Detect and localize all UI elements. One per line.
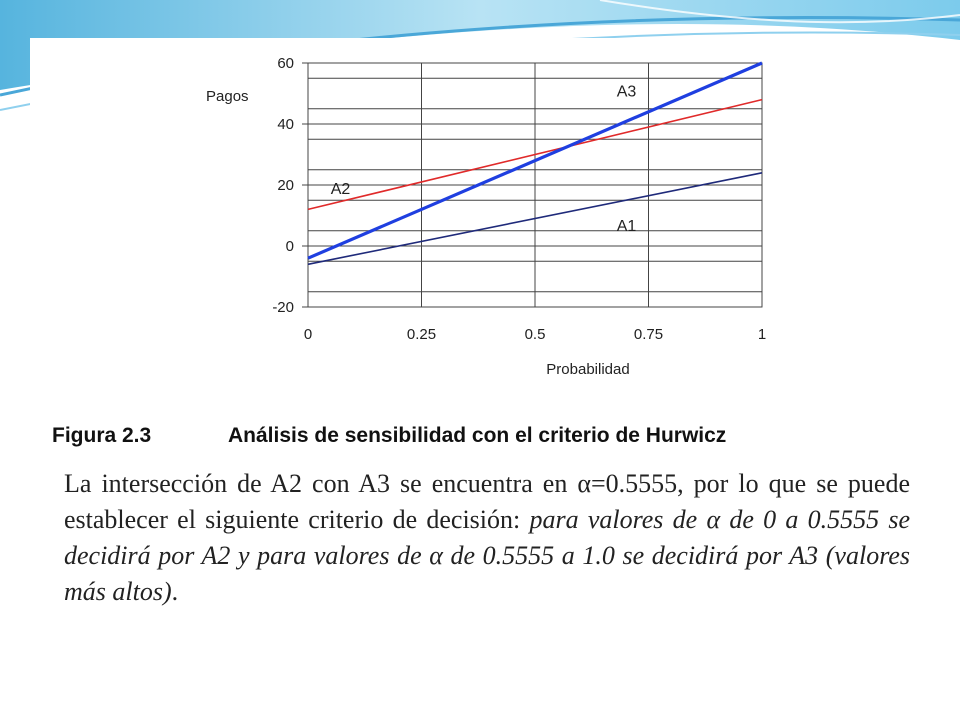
y-tick-label: 0 <box>285 238 294 255</box>
paragraph-italic-2: de 0 a 0.5555 se decidirá por A2 y para valores de <box>64 505 911 570</box>
x-tick-label: 0.75 <box>633 326 664 343</box>
x-tick-label: 1 <box>757 326 767 343</box>
figure-title: Análisis de sensibilidad con el criterio de Hurwicz <box>228 424 727 447</box>
x-tick-label: 0.5 <box>524 326 546 343</box>
paragraph-sentence-1: La intersección de A2 con A3 se encuentra en <box>64 469 578 498</box>
y-tick-label: -20 <box>272 299 294 316</box>
x-axis-label: Probabilidad <box>546 361 630 378</box>
explanation-paragraph <box>64 466 910 610</box>
alpha-symbol: α <box>429 541 443 570</box>
figure-caption <box>52 424 932 448</box>
y-tick-label: 60 <box>277 55 294 72</box>
series-label-a3: A3 <box>616 83 637 101</box>
paragraph-alpha-value: =0.5555, por lo que se puede establecer el siguiente criterio de decisión: <box>64 469 910 534</box>
figure-number: Figura 2.3 <box>52 424 152 447</box>
alpha-symbol: α <box>577 469 591 498</box>
paragraph-italic-1: para valores de <box>529 505 707 534</box>
chart-grid <box>302 63 762 307</box>
paragraph-end: . <box>171 577 179 606</box>
x-tick-label: 0.25 <box>406 326 437 343</box>
y-tick-label: 40 <box>277 116 294 133</box>
chart-ticks <box>272 55 766 343</box>
y-axis-label: Pagos <box>206 88 249 105</box>
paragraph-italic-3: de 0.5555 a 1.0 se decidirá por A3 (valores más altos) <box>64 541 910 606</box>
y-tick-label: 20 <box>277 177 294 194</box>
series-label-a2: A2 <box>330 181 351 199</box>
series-label-a1: A1 <box>616 217 637 235</box>
x-tick-label: 0 <box>303 326 313 343</box>
alpha-symbol: α <box>706 505 721 534</box>
